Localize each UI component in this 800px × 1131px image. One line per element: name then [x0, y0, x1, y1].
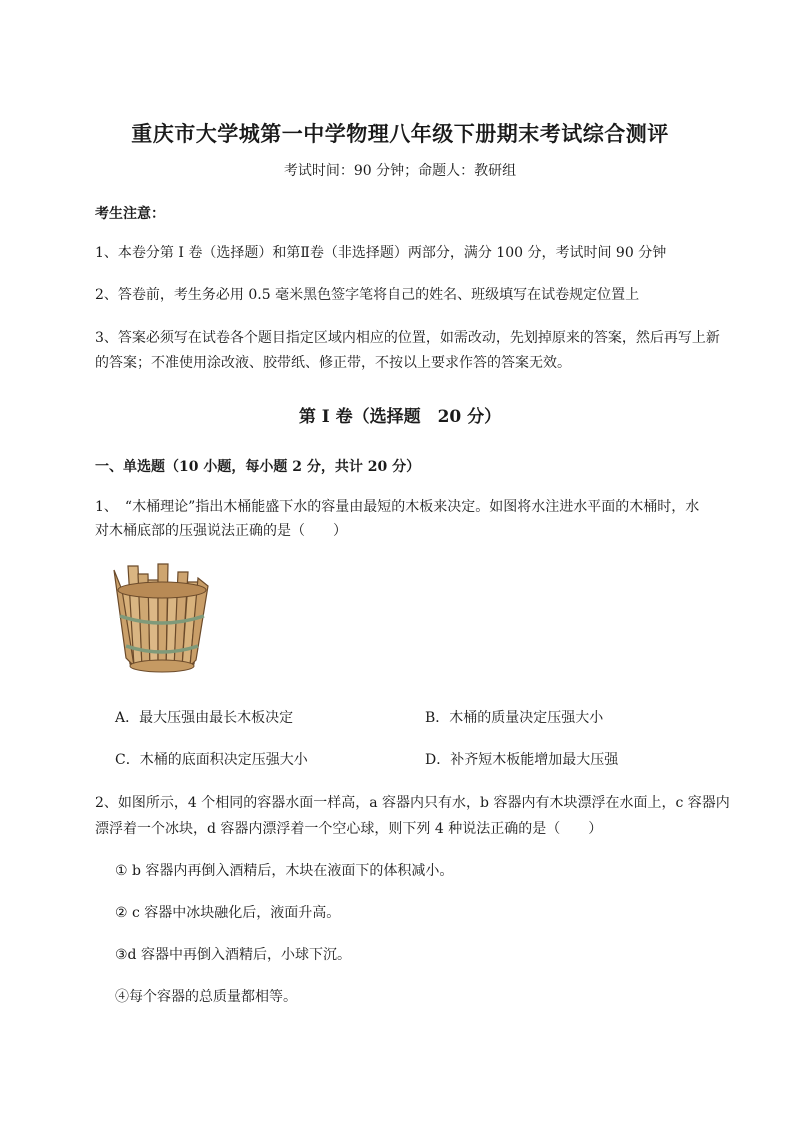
notice-item-3-cont: 的答案；不准使用涂改液、胶带纸、修正带，不按以上要求作答的答案无效。 [95, 355, 571, 371]
question-2-statement-4: ④每个容器的总质量都相等。 [115, 989, 297, 1005]
question-2-statement-3: ③d 容器中再倒入酒精后，小球下沉。 [115, 947, 351, 963]
question-1-option-c: C．木桶的底面积决定压强大小 [115, 752, 308, 768]
question-section-heading: 一、单选题（10 小题，每小题 2 分，共计 20 分） [95, 459, 421, 475]
question-1-option-b: B．木桶的质量决定压强大小 [425, 710, 604, 726]
notice-item-1: 1、本卷分第 I 卷（选择题）和第Ⅱ卷（非选择题）两部分，满分 100 分，考试时间 90 分钟 [95, 245, 667, 261]
question-1-stem-cont: 对木桶底部的压强说法正确的是（ ） [95, 523, 347, 539]
question-2-stem: 2、如图所示，4 个相同的容器水面一样高，a 容器内只有水，b 容器内有木块漂浮在水面上，c 容器内 [95, 795, 730, 811]
page-title: 重庆市大学城第一中学物理八年级下册期末考试综合测评 [131, 121, 669, 146]
question-2-stem-cont: 漂浮着一个冰块，d 容器内漂浮着一个空心球，则下列 4 种说法正确的是（ ） [95, 821, 603, 837]
part-1-title: 第 I 卷（选择题 20 分） [298, 407, 502, 427]
question-1-option-a: A．最大压强由最长木板决定 [115, 710, 294, 726]
exam-info: 考试时间：90 分钟；命题人：教研组 [283, 163, 517, 179]
question-1-option-d: D．补齐短木板能增加最大压强 [425, 752, 619, 768]
question-2-statement-2: ② c 容器中冰块融化后，液面升高。 [115, 905, 341, 921]
notice-heading: 考生注意： [95, 206, 165, 222]
question-1-stem: 1、 “木桶理论”指出木桶能盛下水的容量由最短的木板来决定。如图将水注进水平面的木桶时，水 [95, 499, 700, 515]
notice-item-2: 2、答卷前，考生务必用 0.5 毫米黑色签字笔将自己的姓名、班级填写在试卷规定位置上 [95, 287, 640, 303]
notice-item-3: 3、答案必须写在试卷各个题目指定区域内相应的位置，如需改动，先划掉原来的答案，然后再写上新 [95, 330, 720, 346]
question-2-statement-1: ① b 容器内再倒入酒精后，木块在液面下的体积减小。 [115, 863, 454, 879]
wooden-bucket-figure [108, 560, 216, 678]
